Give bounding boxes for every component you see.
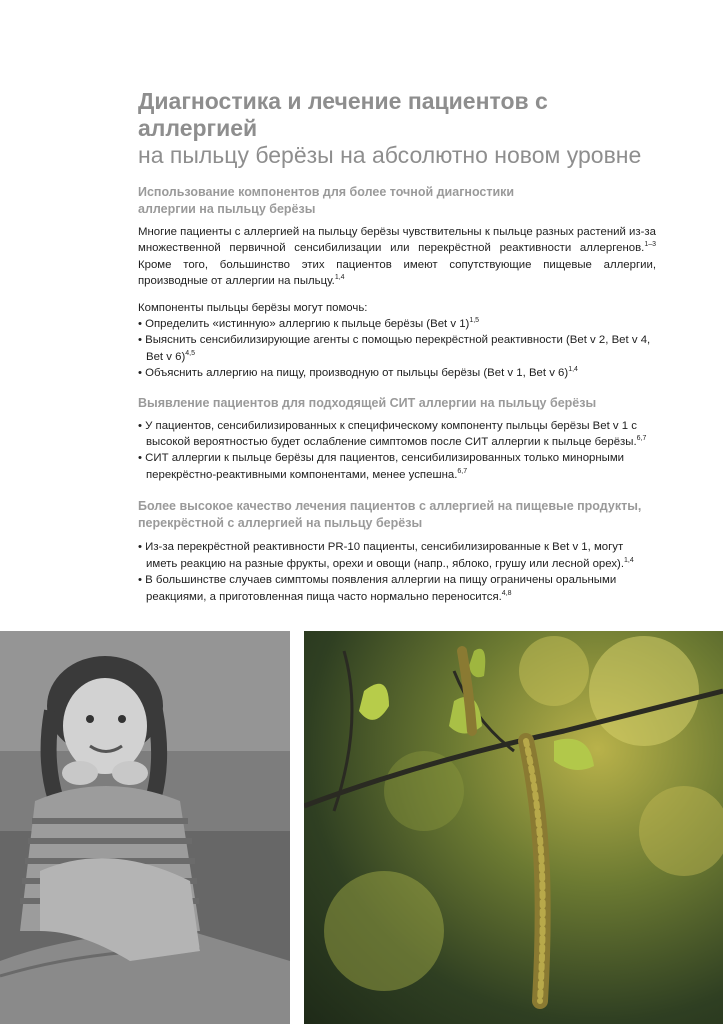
reference-mark: 1–3 <box>644 241 656 249</box>
reference-mark: 6,7 <box>636 435 647 443</box>
list-item <box>138 418 656 451</box>
list-item-text: • В большинстве случаев симптомы появления аллергии на пищу ограничены оральными реакциями, а приготовленная пища часто нормально переносится. <box>138 574 617 603</box>
page-title <box>138 88 656 169</box>
section1-list-intro: Компоненты пыльцы берёзы могут помочь: <box>138 301 368 314</box>
girl-photo-illustration <box>0 631 290 1024</box>
list-item-text: • СИТ аллергии к пыльце берёзы для пациентов, сенсибилизированных только минорными перекрёстно-реактивными компонентами, менее успешна. <box>138 452 625 481</box>
reference-mark: 1,5 <box>469 317 480 325</box>
reference-mark: 6,7 <box>457 468 468 476</box>
list-item <box>138 539 656 572</box>
section1-paragraph-text: Многие пациенты с аллергией на пыльцу берёзы чувствительны к пыльце разных растений из-за множественной первичной сенсибилизации или перекрёстной реактивности аллергенов. <box>138 226 656 255</box>
section2-list <box>138 418 656 484</box>
birch-photo-illustration <box>304 631 723 1024</box>
list-item <box>138 316 656 332</box>
page-title-line2: на пыльцу берёзы на абсолютно новом уровне <box>138 142 642 168</box>
section2-heading: Выявление пациентов для подходящей СИТ аллергии на пыльцу берёзы <box>138 395 597 410</box>
section1-heading-line2: аллергии на пыльцу берёзы <box>138 202 316 216</box>
list-item-text: • Выяснить сенсибилизирующие агенты с помощью перекрёстной реактивности (Bet v 2, Bet v 4, Bet v 6) <box>138 334 651 363</box>
list-item <box>138 572 656 605</box>
reference-mark: 1,4 <box>568 366 578 374</box>
reference-mark: 1,4 <box>334 274 345 282</box>
list-item <box>138 450 656 483</box>
section1-list <box>138 300 656 382</box>
section3-heading-line1: Более высокое качество лечения пациентов с аллергией на пищевые продукты, <box>138 499 642 514</box>
list-item-text: • Определить «истинную» аллергию к пыльце берёзы (Bet v 1) <box>138 318 470 331</box>
section1-heading <box>138 184 656 218</box>
section3-heading-line2: перекрёстной с аллергией на пыльцу берёзы <box>138 516 423 531</box>
list-item <box>138 365 656 381</box>
reference-mark: 4,8 <box>501 589 512 597</box>
main-content <box>138 88 656 605</box>
section1-paragraph-text2: Кроме того, большинство этих пациентов имеют сопутствующие пищевые аллергии, производные от аллергии на пыльцу. <box>138 258 656 288</box>
list-item-text: • Из-за перекрёстной реактивности PR-10 пациенты, сенсибилизированные к Bet v 1, могут иметь реакцию на разные фрукты, орехи и овощи (напр., яблоко, грушу или лесной орех). <box>138 541 625 570</box>
list-item-text: • Объяснить аллергию на пищу, производную от пыльцы берёзы (Bet v 1, Bet v 6) <box>138 367 569 380</box>
reference-mark: 4,5 <box>185 350 195 358</box>
section1-heading-line1: Использование компонентов для более точной диагностики <box>138 185 515 199</box>
section1-paragraph <box>138 224 656 290</box>
birch-catkin-branch-photo <box>304 631 723 1024</box>
list-item <box>138 332 656 365</box>
section3-list <box>138 539 656 605</box>
reference-mark: 1,4 <box>624 556 634 564</box>
girl-sitting-on-log-photo <box>0 631 290 1024</box>
section3-heading <box>138 498 656 532</box>
list-item-text: • У пациентов, сенсибилизированных к специфическому компоненту пыльцы берёзы Bet v 1 с высокой вероятностью будет ослабление симптомов после СИТ аллергии к пыльце берёзы. <box>138 419 637 449</box>
page-title-line1: Диагностика и лечение пациентов с аллергией <box>138 88 548 141</box>
